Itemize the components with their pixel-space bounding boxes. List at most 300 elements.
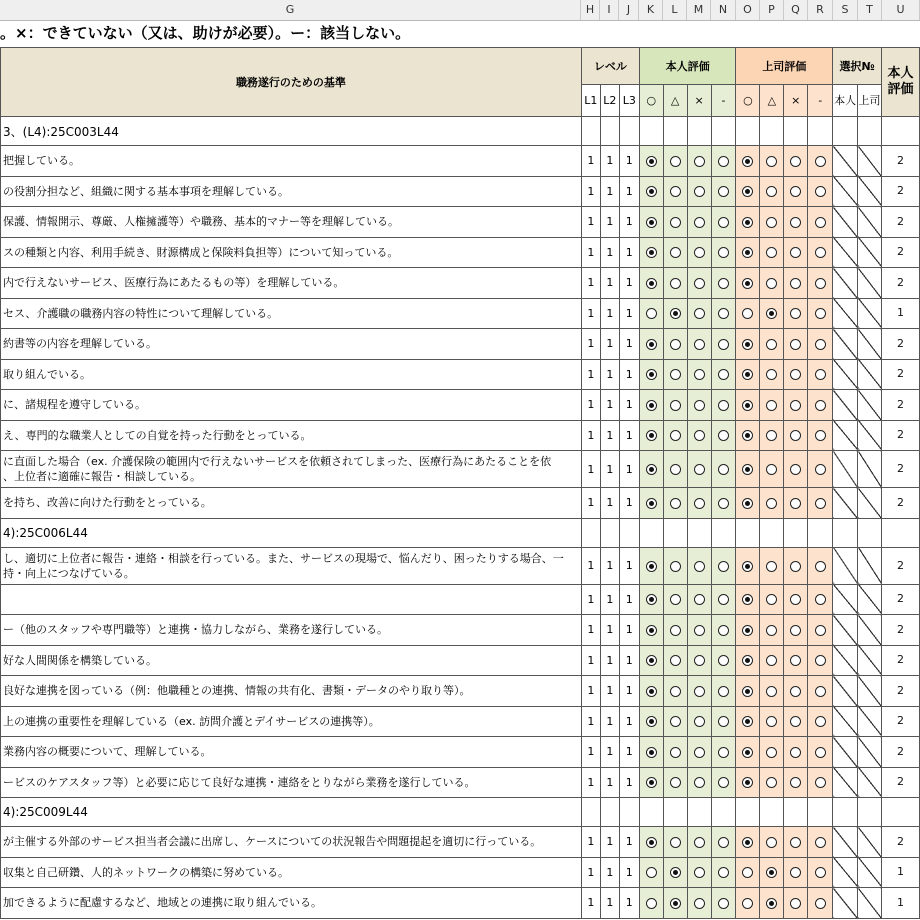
level-cell-l3[interactable]: 1 (619, 451, 639, 488)
boss-eval-cell[interactable] (808, 615, 833, 646)
self-eval-cell[interactable] (687, 767, 711, 798)
self-eval-radio[interactable] (694, 686, 705, 697)
boss-eval-radio[interactable] (790, 898, 801, 909)
criteria-text-cell[interactable] (1, 488, 582, 519)
boss-eval-cell[interactable] (736, 547, 760, 584)
self-eval-cell[interactable] (711, 767, 736, 798)
self-eval-cell[interactable] (663, 827, 687, 858)
boss-eval-cell[interactable] (760, 268, 784, 299)
criteria-text-cell[interactable] (1, 268, 582, 299)
column-header-r[interactable]: R (808, 0, 833, 20)
section-title[interactable]: 4):25C006L44 (1, 518, 582, 547)
self-eval-cell[interactable] (687, 420, 711, 451)
boss-eval-radio[interactable] (766, 594, 777, 605)
level-cell-l1[interactable]: 1 (581, 237, 600, 268)
self-eval-radio[interactable] (670, 186, 681, 197)
self-eval-radio[interactable] (646, 430, 657, 441)
final-score[interactable]: 2 (882, 737, 920, 768)
select-self-cell[interactable] (833, 767, 858, 798)
self-eval-radio[interactable] (694, 156, 705, 167)
self-eval-cell[interactable] (687, 390, 711, 421)
self-eval-cell[interactable] (639, 547, 663, 584)
boss-eval-radio[interactable] (815, 369, 826, 380)
self-eval-radio[interactable] (646, 655, 657, 666)
select-self-cell[interactable] (833, 176, 858, 207)
level-cell-l2[interactable]: 1 (600, 767, 619, 798)
self-eval-radio[interactable] (718, 278, 729, 289)
empty-cell[interactable] (581, 798, 600, 827)
boss-eval-radio[interactable] (766, 867, 777, 878)
final-self-header[interactable]: 本人評価 (882, 48, 920, 117)
boss-eval-radio[interactable] (815, 156, 826, 167)
boss-eval-radio[interactable] (790, 278, 801, 289)
self-eval-radio[interactable] (694, 777, 705, 788)
self-eval-cell[interactable] (663, 547, 687, 584)
level-cell-l2[interactable]: 1 (600, 888, 619, 919)
boss-eval-radio[interactable] (742, 278, 753, 289)
self-eval-radio[interactable] (718, 716, 729, 727)
empty-cell[interactable] (663, 117, 687, 146)
boss-eval-radio[interactable] (766, 716, 777, 727)
self-eval-cell[interactable] (639, 615, 663, 646)
column-header-o[interactable]: O (736, 0, 760, 20)
boss-eval-radio[interactable] (815, 777, 826, 788)
self-eval-cell[interactable] (663, 390, 687, 421)
boss-eval-radio[interactable] (790, 777, 801, 788)
level-cell-l3[interactable]: 1 (619, 615, 639, 646)
empty-cell[interactable] (760, 518, 784, 547)
empty-cell[interactable] (858, 117, 882, 146)
empty-cell[interactable] (663, 798, 687, 827)
boss-eval-cell[interactable] (784, 888, 808, 919)
select-self-cell[interactable] (833, 207, 858, 238)
level-l2-header[interactable]: L2 (600, 85, 619, 117)
self-eval-radio[interactable] (694, 217, 705, 228)
boss-eval-cell[interactable] (784, 329, 808, 360)
section-title[interactable]: 4):25C009L44 (1, 798, 582, 827)
self-eval-cell[interactable] (663, 146, 687, 177)
level-cell-l2[interactable]: 1 (600, 584, 619, 615)
boss-eval-cell[interactable] (808, 329, 833, 360)
self-eval-cell[interactable] (711, 451, 736, 488)
boss-eval-cell[interactable] (784, 706, 808, 737)
self-eval-cell[interactable] (687, 268, 711, 299)
boss-eval-cell[interactable] (808, 451, 833, 488)
level-cell-l1[interactable]: 1 (581, 329, 600, 360)
select-boss-cell[interactable] (858, 207, 882, 238)
self-eval-cell[interactable] (711, 146, 736, 177)
boss-eval-cell[interactable] (736, 451, 760, 488)
self-eval-radio[interactable] (718, 400, 729, 411)
final-score[interactable]: 2 (882, 237, 920, 268)
boss-eval-radio[interactable] (742, 625, 753, 636)
self-eval-radio[interactable] (694, 430, 705, 441)
final-score[interactable]: 2 (882, 176, 920, 207)
self-eval-cell[interactable] (711, 420, 736, 451)
final-score[interactable]: 2 (882, 359, 920, 390)
select-boss-cell[interactable] (858, 615, 882, 646)
criteria-text-cell[interactable] (1, 615, 582, 646)
boss-eval-cell[interactable] (784, 645, 808, 676)
self-eval-radio[interactable] (646, 561, 657, 572)
level-cell-l1[interactable]: 1 (581, 547, 600, 584)
level-cell-l2[interactable]: 1 (600, 615, 619, 646)
self-eval-radio[interactable] (646, 186, 657, 197)
boss-eval-cell[interactable] (760, 298, 784, 329)
self-eval-radio[interactable] (718, 369, 729, 380)
select-self-cell[interactable] (833, 827, 858, 858)
boss-eval-radio[interactable] (790, 867, 801, 878)
level-cell-l1[interactable]: 1 (581, 488, 600, 519)
boss-eval-radio[interactable] (790, 747, 801, 758)
boss-eval-radio[interactable] (815, 898, 826, 909)
empty-cell[interactable] (639, 798, 663, 827)
column-header-h[interactable]: H (581, 0, 600, 20)
select-boss-cell[interactable] (858, 488, 882, 519)
level-cell-l3[interactable]: 1 (619, 146, 639, 177)
boss-eval-radio[interactable] (790, 247, 801, 258)
self-eval-cell[interactable] (639, 268, 663, 299)
criteria-text-cell[interactable] (1, 359, 582, 390)
self-eval-radio[interactable] (670, 837, 681, 848)
level-cell-l2[interactable]: 1 (600, 488, 619, 519)
column-header-j[interactable]: J (619, 0, 639, 20)
boss-eval-cell[interactable] (784, 737, 808, 768)
boss-eval-cell[interactable] (736, 359, 760, 390)
select-self-cell[interactable] (833, 268, 858, 299)
boss-eval-cell[interactable] (760, 827, 784, 858)
empty-cell[interactable] (858, 518, 882, 547)
boss-mark-na[interactable]: - (808, 85, 833, 117)
criteria-text-cell[interactable] (1, 888, 582, 919)
level-cell-l3[interactable]: 1 (619, 359, 639, 390)
self-mark-cross[interactable]: × (687, 85, 711, 117)
boss-eval-cell[interactable] (736, 767, 760, 798)
criteria-text-cell[interactable] (1, 676, 582, 707)
self-eval-radio[interactable] (718, 156, 729, 167)
self-eval-radio[interactable] (646, 278, 657, 289)
final-score[interactable]: 2 (882, 767, 920, 798)
level-cell-l3[interactable]: 1 (619, 488, 639, 519)
self-eval-radio[interactable] (646, 867, 657, 878)
final-score[interactable]: 2 (882, 615, 920, 646)
column-header-n[interactable]: N (711, 0, 736, 20)
self-eval-radio[interactable] (670, 594, 681, 605)
boss-eval-radio[interactable] (815, 278, 826, 289)
self-eval-radio[interactable] (718, 186, 729, 197)
criteria-text-cell[interactable] (1, 451, 582, 488)
select-boss-cell[interactable] (858, 645, 882, 676)
boss-mark-circle[interactable]: ○ (736, 85, 760, 117)
boss-eval-radio[interactable] (815, 867, 826, 878)
empty-cell[interactable] (619, 798, 639, 827)
criteria-text-cell[interactable] (1, 584, 582, 615)
boss-eval-radio[interactable] (742, 464, 753, 475)
boss-eval-radio[interactable] (766, 308, 777, 319)
self-eval-radio[interactable] (694, 186, 705, 197)
self-eval-radio[interactable] (670, 655, 681, 666)
boss-eval-radio[interactable] (742, 898, 753, 909)
boss-eval-cell[interactable] (760, 146, 784, 177)
criteria-header[interactable]: 職務遂行のための基準 (1, 48, 582, 117)
level-cell-l2[interactable]: 1 (600, 329, 619, 360)
boss-eval-cell[interactable] (736, 706, 760, 737)
boss-eval-radio[interactable] (766, 400, 777, 411)
boss-eval-cell[interactable] (808, 237, 833, 268)
boss-eval-radio[interactable] (815, 561, 826, 572)
boss-eval-cell[interactable] (808, 176, 833, 207)
boss-eval-radio[interactable] (766, 156, 777, 167)
empty-cell[interactable] (711, 798, 736, 827)
boss-eval-radio[interactable] (790, 686, 801, 697)
empty-cell[interactable] (711, 518, 736, 547)
criteria-text-cell[interactable] (1, 176, 582, 207)
self-mark-triangle[interactable]: △ (663, 85, 687, 117)
level-cell-l1[interactable]: 1 (581, 420, 600, 451)
boss-eval-cell[interactable] (808, 390, 833, 421)
criteria-text-cell[interactable] (1, 207, 582, 238)
self-eval-cell[interactable] (687, 298, 711, 329)
self-eval-radio[interactable] (670, 247, 681, 258)
boss-eval-radio[interactable] (815, 625, 826, 636)
boss-eval-cell[interactable] (808, 359, 833, 390)
final-score[interactable]: 2 (882, 827, 920, 858)
boss-eval-radio[interactable] (766, 217, 777, 228)
level-cell-l1[interactable]: 1 (581, 676, 600, 707)
self-eval-radio[interactable] (646, 369, 657, 380)
self-eval-header[interactable]: 本人評価 (639, 48, 736, 85)
final-score[interactable]: 2 (882, 645, 920, 676)
self-eval-cell[interactable] (663, 420, 687, 451)
level-cell-l3[interactable]: 1 (619, 584, 639, 615)
self-eval-cell[interactable] (639, 857, 663, 888)
self-eval-cell[interactable] (663, 298, 687, 329)
boss-eval-radio[interactable] (790, 217, 801, 228)
self-eval-cell[interactable] (663, 268, 687, 299)
final-score[interactable]: 2 (882, 207, 920, 238)
self-eval-radio[interactable] (646, 625, 657, 636)
boss-eval-cell[interactable] (784, 857, 808, 888)
self-eval-cell[interactable] (687, 329, 711, 360)
final-score[interactable]: 2 (882, 390, 920, 421)
boss-eval-radio[interactable] (766, 747, 777, 758)
self-eval-radio[interactable] (718, 339, 729, 350)
boss-eval-radio[interactable] (766, 686, 777, 697)
boss-eval-cell[interactable] (760, 857, 784, 888)
empty-cell[interactable] (581, 117, 600, 146)
select-self-cell[interactable] (833, 645, 858, 676)
select-no-header[interactable]: 選択№ (833, 48, 882, 85)
select-boss-cell[interactable] (858, 767, 882, 798)
boss-eval-radio[interactable] (742, 594, 753, 605)
boss-eval-cell[interactable] (784, 298, 808, 329)
self-eval-cell[interactable] (639, 420, 663, 451)
select-self-cell[interactable] (833, 298, 858, 329)
self-eval-cell[interactable] (639, 237, 663, 268)
boss-eval-cell[interactable] (784, 390, 808, 421)
self-eval-radio[interactable] (670, 369, 681, 380)
boss-eval-radio[interactable] (815, 217, 826, 228)
boss-eval-radio[interactable] (742, 217, 753, 228)
self-eval-cell[interactable] (663, 207, 687, 238)
final-score[interactable]: 2 (882, 268, 920, 299)
self-eval-cell[interactable] (687, 645, 711, 676)
boss-eval-cell[interactable] (736, 420, 760, 451)
level-cell-l3[interactable]: 1 (619, 888, 639, 919)
self-eval-cell[interactable] (711, 676, 736, 707)
self-eval-radio[interactable] (694, 561, 705, 572)
boss-eval-cell[interactable] (808, 676, 833, 707)
self-eval-radio[interactable] (646, 686, 657, 697)
self-eval-radio[interactable] (718, 898, 729, 909)
self-eval-cell[interactable] (687, 584, 711, 615)
level-l3-header[interactable]: L3 (619, 85, 639, 117)
self-eval-radio[interactable] (718, 430, 729, 441)
boss-eval-cell[interactable] (784, 827, 808, 858)
empty-cell[interactable] (639, 518, 663, 547)
select-boss-cell[interactable] (858, 176, 882, 207)
boss-eval-cell[interactable] (808, 420, 833, 451)
column-header-g[interactable]: G (0, 0, 581, 20)
self-eval-cell[interactable] (663, 488, 687, 519)
boss-eval-radio[interactable] (790, 156, 801, 167)
level-cell-l3[interactable]: 1 (619, 645, 639, 676)
boss-eval-radio[interactable] (790, 498, 801, 509)
boss-eval-radio[interactable] (815, 464, 826, 475)
self-eval-radio[interactable] (718, 837, 729, 848)
boss-eval-cell[interactable] (760, 176, 784, 207)
level-cell-l3[interactable]: 1 (619, 767, 639, 798)
self-eval-radio[interactable] (646, 464, 657, 475)
boss-eval-radio[interactable] (815, 247, 826, 258)
self-eval-cell[interactable] (639, 488, 663, 519)
boss-eval-cell[interactable] (736, 390, 760, 421)
select-self-header[interactable]: 本人 (833, 85, 858, 117)
boss-eval-radio[interactable] (742, 655, 753, 666)
self-eval-radio[interactable] (718, 464, 729, 475)
self-eval-cell[interactable] (663, 888, 687, 919)
level-cell-l2[interactable]: 1 (600, 420, 619, 451)
column-header-q[interactable]: Q (784, 0, 808, 20)
boss-eval-cell[interactable] (808, 857, 833, 888)
boss-eval-cell[interactable] (736, 857, 760, 888)
self-eval-radio[interactable] (670, 464, 681, 475)
self-eval-cell[interactable] (711, 827, 736, 858)
boss-eval-cell[interactable] (784, 676, 808, 707)
self-eval-cell[interactable] (639, 767, 663, 798)
select-self-cell[interactable] (833, 584, 858, 615)
empty-cell[interactable] (736, 117, 760, 146)
level-cell-l2[interactable]: 1 (600, 176, 619, 207)
level-cell-l3[interactable]: 1 (619, 268, 639, 299)
self-eval-cell[interactable] (639, 888, 663, 919)
boss-eval-radio[interactable] (790, 369, 801, 380)
boss-eval-radio[interactable] (742, 716, 753, 727)
select-boss-cell[interactable] (858, 737, 882, 768)
criteria-text-cell[interactable] (1, 390, 582, 421)
self-eval-radio[interactable] (670, 339, 681, 350)
column-header-i[interactable]: I (600, 0, 619, 20)
boss-eval-cell[interactable] (808, 645, 833, 676)
self-eval-radio[interactable] (670, 498, 681, 509)
final-score[interactable]: 2 (882, 706, 920, 737)
boss-eval-radio[interactable] (742, 686, 753, 697)
boss-eval-cell[interactable] (784, 268, 808, 299)
empty-cell[interactable] (808, 518, 833, 547)
self-eval-cell[interactable] (663, 615, 687, 646)
self-eval-radio[interactable] (670, 898, 681, 909)
level-cell-l1[interactable]: 1 (581, 451, 600, 488)
boss-eval-radio[interactable] (790, 561, 801, 572)
self-eval-cell[interactable] (687, 737, 711, 768)
self-eval-cell[interactable] (711, 547, 736, 584)
self-eval-cell[interactable] (687, 359, 711, 390)
select-boss-cell[interactable] (858, 827, 882, 858)
empty-cell[interactable] (808, 798, 833, 827)
boss-eval-radio[interactable] (742, 837, 753, 848)
boss-eval-radio[interactable] (790, 716, 801, 727)
self-eval-cell[interactable] (711, 359, 736, 390)
boss-eval-cell[interactable] (760, 615, 784, 646)
boss-eval-cell[interactable] (736, 888, 760, 919)
boss-eval-radio[interactable] (790, 339, 801, 350)
self-eval-cell[interactable] (663, 857, 687, 888)
boss-eval-radio[interactable] (815, 430, 826, 441)
self-eval-radio[interactable] (670, 156, 681, 167)
boss-eval-cell[interactable] (808, 207, 833, 238)
self-eval-radio[interactable] (694, 837, 705, 848)
level-cell-l2[interactable]: 1 (600, 857, 619, 888)
select-boss-cell[interactable] (858, 584, 882, 615)
column-header-p[interactable]: P (760, 0, 784, 20)
level-cell-l1[interactable]: 1 (581, 584, 600, 615)
boss-eval-radio[interactable] (815, 400, 826, 411)
self-eval-radio[interactable] (694, 867, 705, 878)
boss-eval-radio[interactable] (742, 308, 753, 319)
column-header-k[interactable]: K (639, 0, 663, 20)
select-self-cell[interactable] (833, 547, 858, 584)
self-eval-cell[interactable] (711, 268, 736, 299)
empty-cell[interactable] (784, 798, 808, 827)
boss-eval-cell[interactable] (736, 207, 760, 238)
self-eval-cell[interactable] (687, 237, 711, 268)
level-cell-l1[interactable]: 1 (581, 146, 600, 177)
empty-cell[interactable] (760, 117, 784, 146)
empty-cell[interactable] (858, 798, 882, 827)
boss-eval-radio[interactable] (790, 837, 801, 848)
self-eval-cell[interactable] (639, 827, 663, 858)
self-eval-cell[interactable] (663, 645, 687, 676)
empty-cell[interactable] (711, 117, 736, 146)
boss-eval-cell[interactable] (760, 329, 784, 360)
self-eval-radio[interactable] (718, 498, 729, 509)
section-title[interactable]: 3、(L4):25C003L44 (1, 117, 582, 146)
final-score[interactable]: 2 (882, 547, 920, 584)
criteria-text-cell[interactable] (1, 706, 582, 737)
select-boss-cell[interactable] (858, 268, 882, 299)
empty-cell[interactable] (882, 798, 920, 827)
self-eval-radio[interactable] (670, 686, 681, 697)
self-eval-radio[interactable] (646, 777, 657, 788)
level-cell-l1[interactable]: 1 (581, 827, 600, 858)
empty-cell[interactable] (581, 518, 600, 547)
self-eval-cell[interactable] (711, 488, 736, 519)
self-eval-radio[interactable] (718, 655, 729, 666)
self-eval-cell[interactable] (663, 329, 687, 360)
self-eval-cell[interactable] (687, 488, 711, 519)
criteria-text-cell[interactable] (1, 420, 582, 451)
select-self-cell[interactable] (833, 615, 858, 646)
